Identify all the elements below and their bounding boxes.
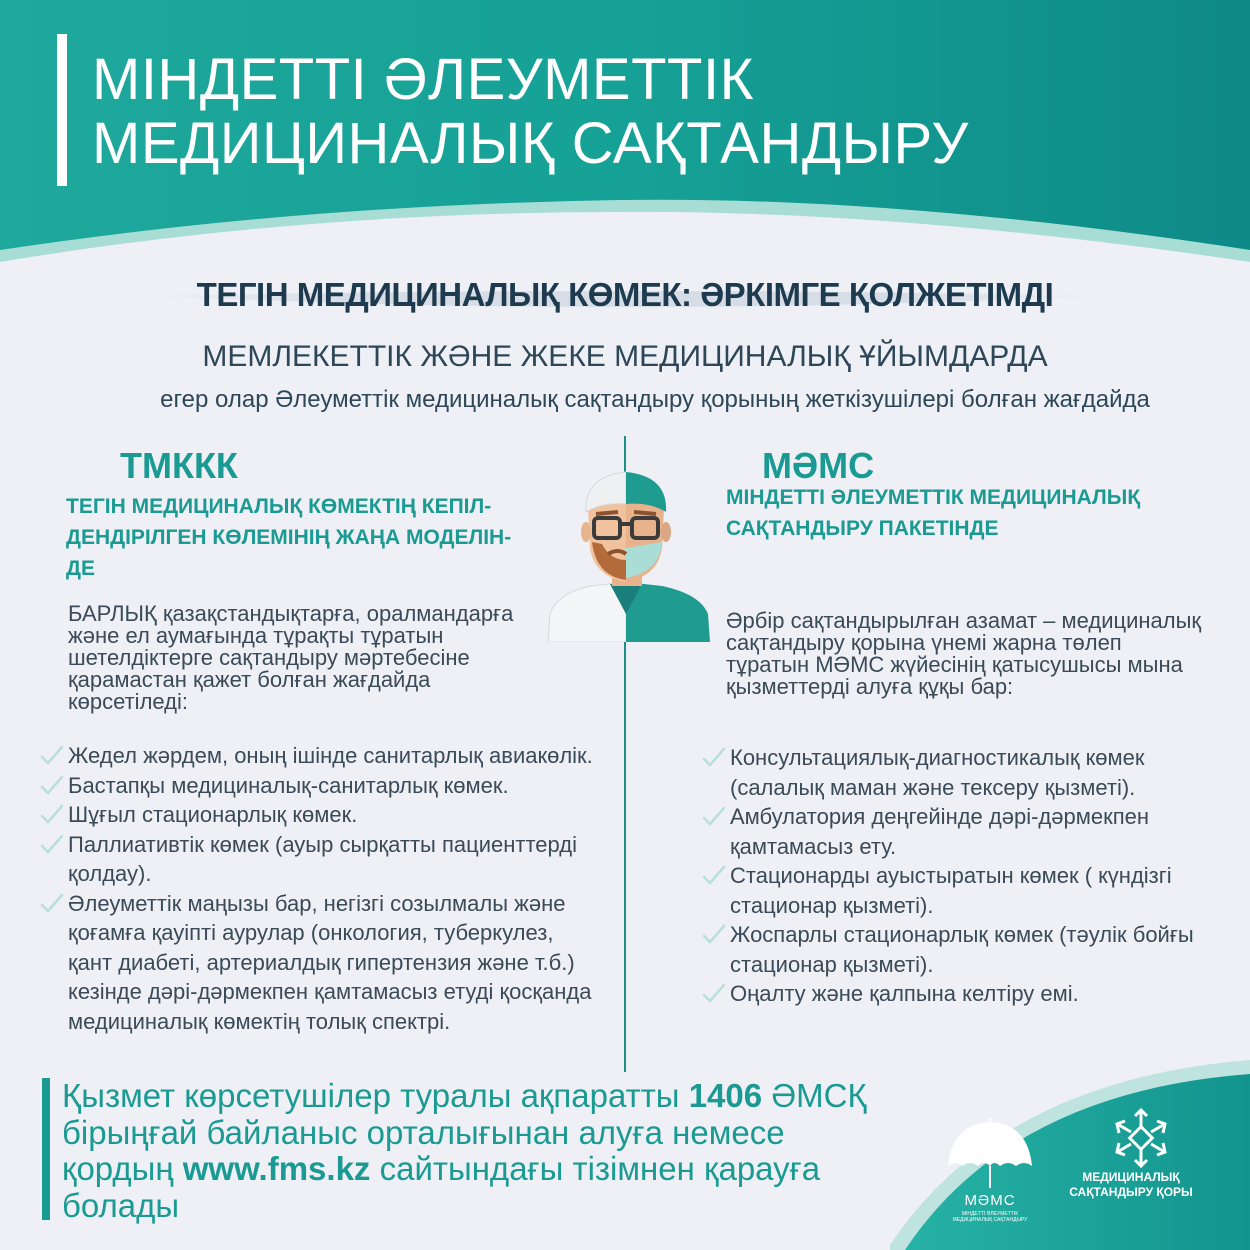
- list-item: Оңалту және қалпына келтіру емі.: [702, 979, 1222, 1009]
- check-icon: [40, 773, 64, 797]
- right-services-list: [702, 743, 1222, 1009]
- footer-info-text: Қызмет көрсетушілер туралы ақпаратты 1406 ӘМСҚ бірыңғай байланыс орталығынан алуға немесе қордың www.fms.kz сайтындағы тізімнен қарауға болады: [62, 1077, 867, 1224]
- check-icon: [702, 981, 726, 1005]
- check-icon: [40, 802, 64, 826]
- check-icon: [702, 745, 726, 769]
- left-column-subtitle: ТЕГІН МЕДИЦИНАЛЫҚ КӨМЕКТІҢ КЕПІЛ-ДЕНДІРІЛГЕН КӨЛЕМІНІҢ ЖАҢА МОДЕЛІН-ДЕ: [66, 495, 512, 580]
- mams-logo-small-text: МІНДЕТТІ ӘЛЕУМЕТТІК МЕДИЦИНАЛЫҚ САҚТАНДЫРУ: [952, 1211, 1028, 1223]
- left-services-list: [40, 741, 600, 1036]
- website-link[interactable]: www.fms.kz: [182, 1150, 371, 1187]
- list-item: Консультациялық-диагностикалық көмек (салалық маман және тексеру қызметі).: [702, 743, 1222, 802]
- list-item: Әлеуметтік маңызы бар, негізгі созылмалы және қоғамға қауіпті аурулар (онкология, туберкулез, қант диабеті, артериалдық гипертензия және т.б.) кезінде дәрі-дәрмекпен қамтамасыз етуді қосқанда медициналық көмектің толық спектрі.: [40, 889, 600, 1037]
- list-item: Паллиативтік көмек (ауыр сырқатты пациенттерді қолдау).: [40, 830, 600, 889]
- check-icon: [40, 891, 64, 915]
- list-item: Амбулатория деңгейінде дәрі-дәрмекпен қамтамасыз ету.: [702, 802, 1222, 861]
- mams-logo-label: МӘМС: [964, 1192, 1016, 1209]
- snowflake-logo-icon: [1066, 1108, 1216, 1228]
- list-item: Бастапқы медициналық-санитарлық көмек.: [40, 771, 600, 801]
- footer-accent-bar: [42, 1078, 50, 1220]
- condition-text: егер олар Әлеуметтік медициналық сақтандыру қорының жеткізушілері болған жағдайда: [160, 386, 1150, 413]
- left-column-intro: БАРЛЫҚ қазақстандықтарға, оралмандарға және ел аумағында тұрақты тұратын шетелдіктерге сақтандыру мәртебесіне қарамастан қажет болған жағдайда көрсетіледі:: [68, 601, 514, 714]
- title-accent-bar: [57, 34, 67, 186]
- page-title-line-2: МЕДИЦИНАЛЫҚ САҚТАНДЫРУ: [92, 111, 969, 176]
- doctor-illustration: [540, 464, 720, 642]
- left-column-title: ТМККК: [120, 445, 238, 486]
- fund-logo-label: МЕДИЦИНАЛЫҚ САҚТАНДЫРУ ҚОРЫ: [1069, 1170, 1193, 1199]
- list-item: Жоспарлы стационарлық көмек (тәулік бойғы стационар қызметі).: [702, 920, 1222, 979]
- organizations-heading: МЕМЛЕКЕТТІК ЖӘНЕ ЖЕКЕ МЕДИЦИНАЛЫҚ ҰЙЫМДАРДА: [202, 340, 1048, 373]
- right-column-intro: Әрбір сақтандырылған азамат – медициналық сақтандыру қорына үнемі жарна төлеп тұратын МӘМС жүйесінің қатысушысы мына қызметтерді алуға құқы бар:: [726, 608, 1202, 699]
- check-icon: [702, 863, 726, 887]
- check-icon: [40, 743, 64, 767]
- section-subtitle: ТЕГІН МЕДИЦИНАЛЫҚ КӨМЕК: ӘРКІМГЕ ҚОЛЖЕТІМДІ: [196, 276, 1054, 313]
- list-item: Стационарды ауыстыратын көмек ( күндізгі стационар қызметі).: [702, 861, 1222, 920]
- umbrella-logo-icon: [942, 1114, 1038, 1226]
- contact-center-number: 1406: [688, 1077, 763, 1114]
- check-icon: [40, 832, 64, 856]
- page-title-line-1: МІНДЕТТІ ӘЛЕУМЕТТІК: [92, 47, 754, 112]
- right-column-subtitle: МІНДЕТТІ ӘЛЕУМЕТТІК МЕДИЦИНАЛЫҚ САҚТАНДЫРУ ПАКЕТІНДЕ: [726, 486, 1141, 540]
- list-item: Шұғыл стационарлық көмек.: [40, 800, 600, 830]
- list-item: Жедел жәрдем, оның ішінде санитарлық авиакөлік.: [40, 741, 600, 771]
- right-column-title: МӘМС: [762, 445, 875, 486]
- check-icon: [702, 922, 726, 946]
- check-icon: [702, 804, 726, 828]
